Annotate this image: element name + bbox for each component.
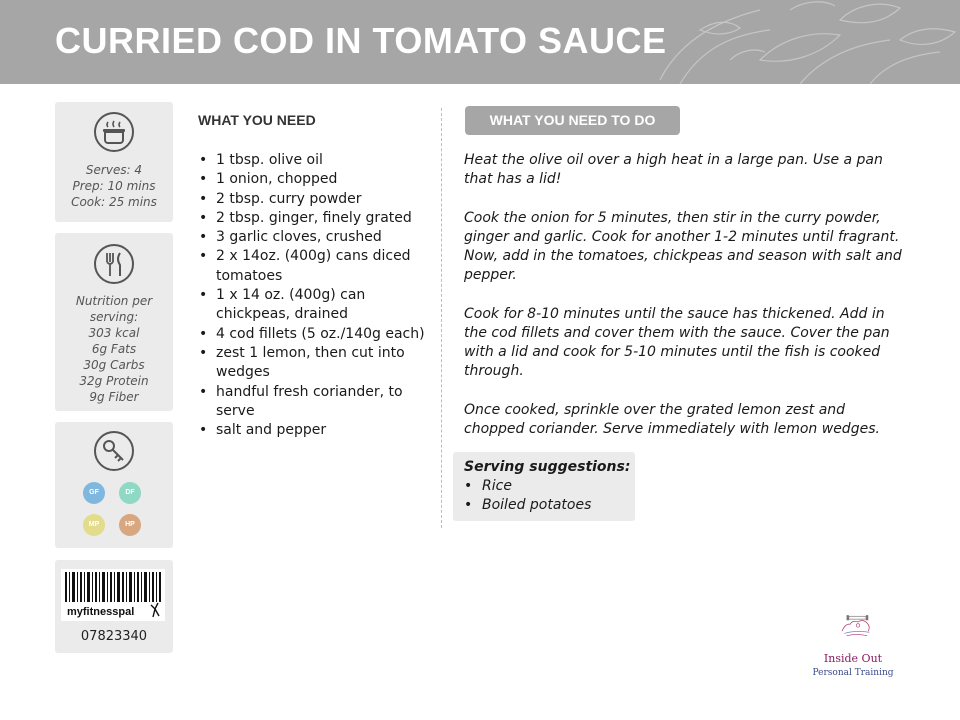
barcode-image [61, 569, 165, 621]
barcode-number: 07823340 [80, 629, 148, 644]
serves-text: Serves: 4 [85, 163, 143, 177]
method-step: Cook for 8-10 minutes until the sauce has thickened. Add in the cod fillets and cover them with the sauce. Cover the pan with a lid and cook for 5-10 minutes until the fish is cooked through. [464, 305, 890, 380]
list-item: • salt and pepper [198, 421, 426, 440]
logo-name: Inside Out [823, 652, 883, 665]
dietary-key-card [55, 422, 173, 548]
list-item: • handful fresh coriander, to serve [198, 383, 426, 422]
inside-out-logo-icon [812, 614, 904, 654]
nutrition-heading: Nutrition per serving: [75, 294, 153, 324]
protein-value: 32g Protein [79, 374, 149, 388]
cooking-pot-icon [93, 111, 135, 153]
prep-time-text: Prep: 10 mins [72, 179, 156, 193]
kcal-value: 303 kcal [88, 326, 140, 340]
method-step: Cook the onion for 5 minutes, then stir in the curry powder, ginger and garlic. Cook for another 1-2 minutes until fragrant. Now, add in the tomatoes, chickpeas and season with salt and pepper. [464, 209, 902, 284]
method-step: Heat the olive oil over a high heat in a large pan. Use a pan that has a lid! [464, 152, 883, 188]
ingredients-heading: WHAT YOU NEED [198, 112, 316, 128]
badge-df: DF [119, 482, 141, 504]
ingredients-list [198, 151, 426, 440]
list-item: • 2 x 14oz. (400g) cans diced tomatoes [198, 247, 426, 286]
leaf-pattern-decoration [640, 0, 960, 84]
list-item: • 3 garlic cloves, crushed [198, 228, 426, 247]
list-item: • 4 cod fillets (5 oz./140g each) [198, 325, 426, 344]
badge-hp: HP [119, 514, 141, 536]
serving-suggestions-list [464, 477, 591, 515]
page-title: CURRIED COD IN TOMATO SAUCE [55, 20, 667, 61]
list-item: • zest 1 lemon, then cut into wedges [198, 344, 426, 383]
fork-knife-icon [93, 243, 135, 285]
fiber-value: 9g Fiber [89, 390, 139, 404]
svg-text:myfitnesspal: myfitnesspal [67, 606, 135, 618]
badge-gf: GF [83, 482, 105, 504]
list-item: • 1 onion, chopped [198, 170, 426, 189]
nutrition-card [55, 233, 173, 411]
serving-suggestions-box [453, 452, 635, 521]
carbs-value: 30g Carbs [83, 358, 145, 372]
list-item: • 1 x 14 oz. (400g) can chickpeas, drained [198, 286, 426, 325]
list-item: • 2 tbsp. ginger, finely grated [198, 209, 426, 228]
column-divider [441, 108, 442, 528]
list-item: • Boiled potatoes [464, 496, 591, 515]
list-item: • Rice [464, 477, 591, 496]
cook-time-text: Cook: 25 mins [71, 195, 157, 209]
badge-mp: MP [83, 514, 105, 536]
myfitnesspal-barcode [61, 569, 165, 621]
header-banner [0, 0, 960, 84]
recipe-info-card [55, 102, 173, 222]
list-item: • 1 tbsp. olive oil [198, 151, 426, 170]
key-icon [93, 430, 135, 472]
list-item: • 2 tbsp. curry powder [198, 190, 426, 209]
logo-subtitle: Personal Training [812, 668, 894, 678]
method-steps [464, 151, 909, 458]
serving-suggestions-title: Serving suggestions: [464, 459, 631, 475]
method-step: Once cooked, sprinkle over the grated lemon zest and chopped coriander. Serve immediately with lemon wedges. [464, 401, 880, 437]
fats-value: 6g Fats [91, 342, 137, 356]
method-heading: WHAT YOU NEED TO DO [465, 106, 680, 135]
